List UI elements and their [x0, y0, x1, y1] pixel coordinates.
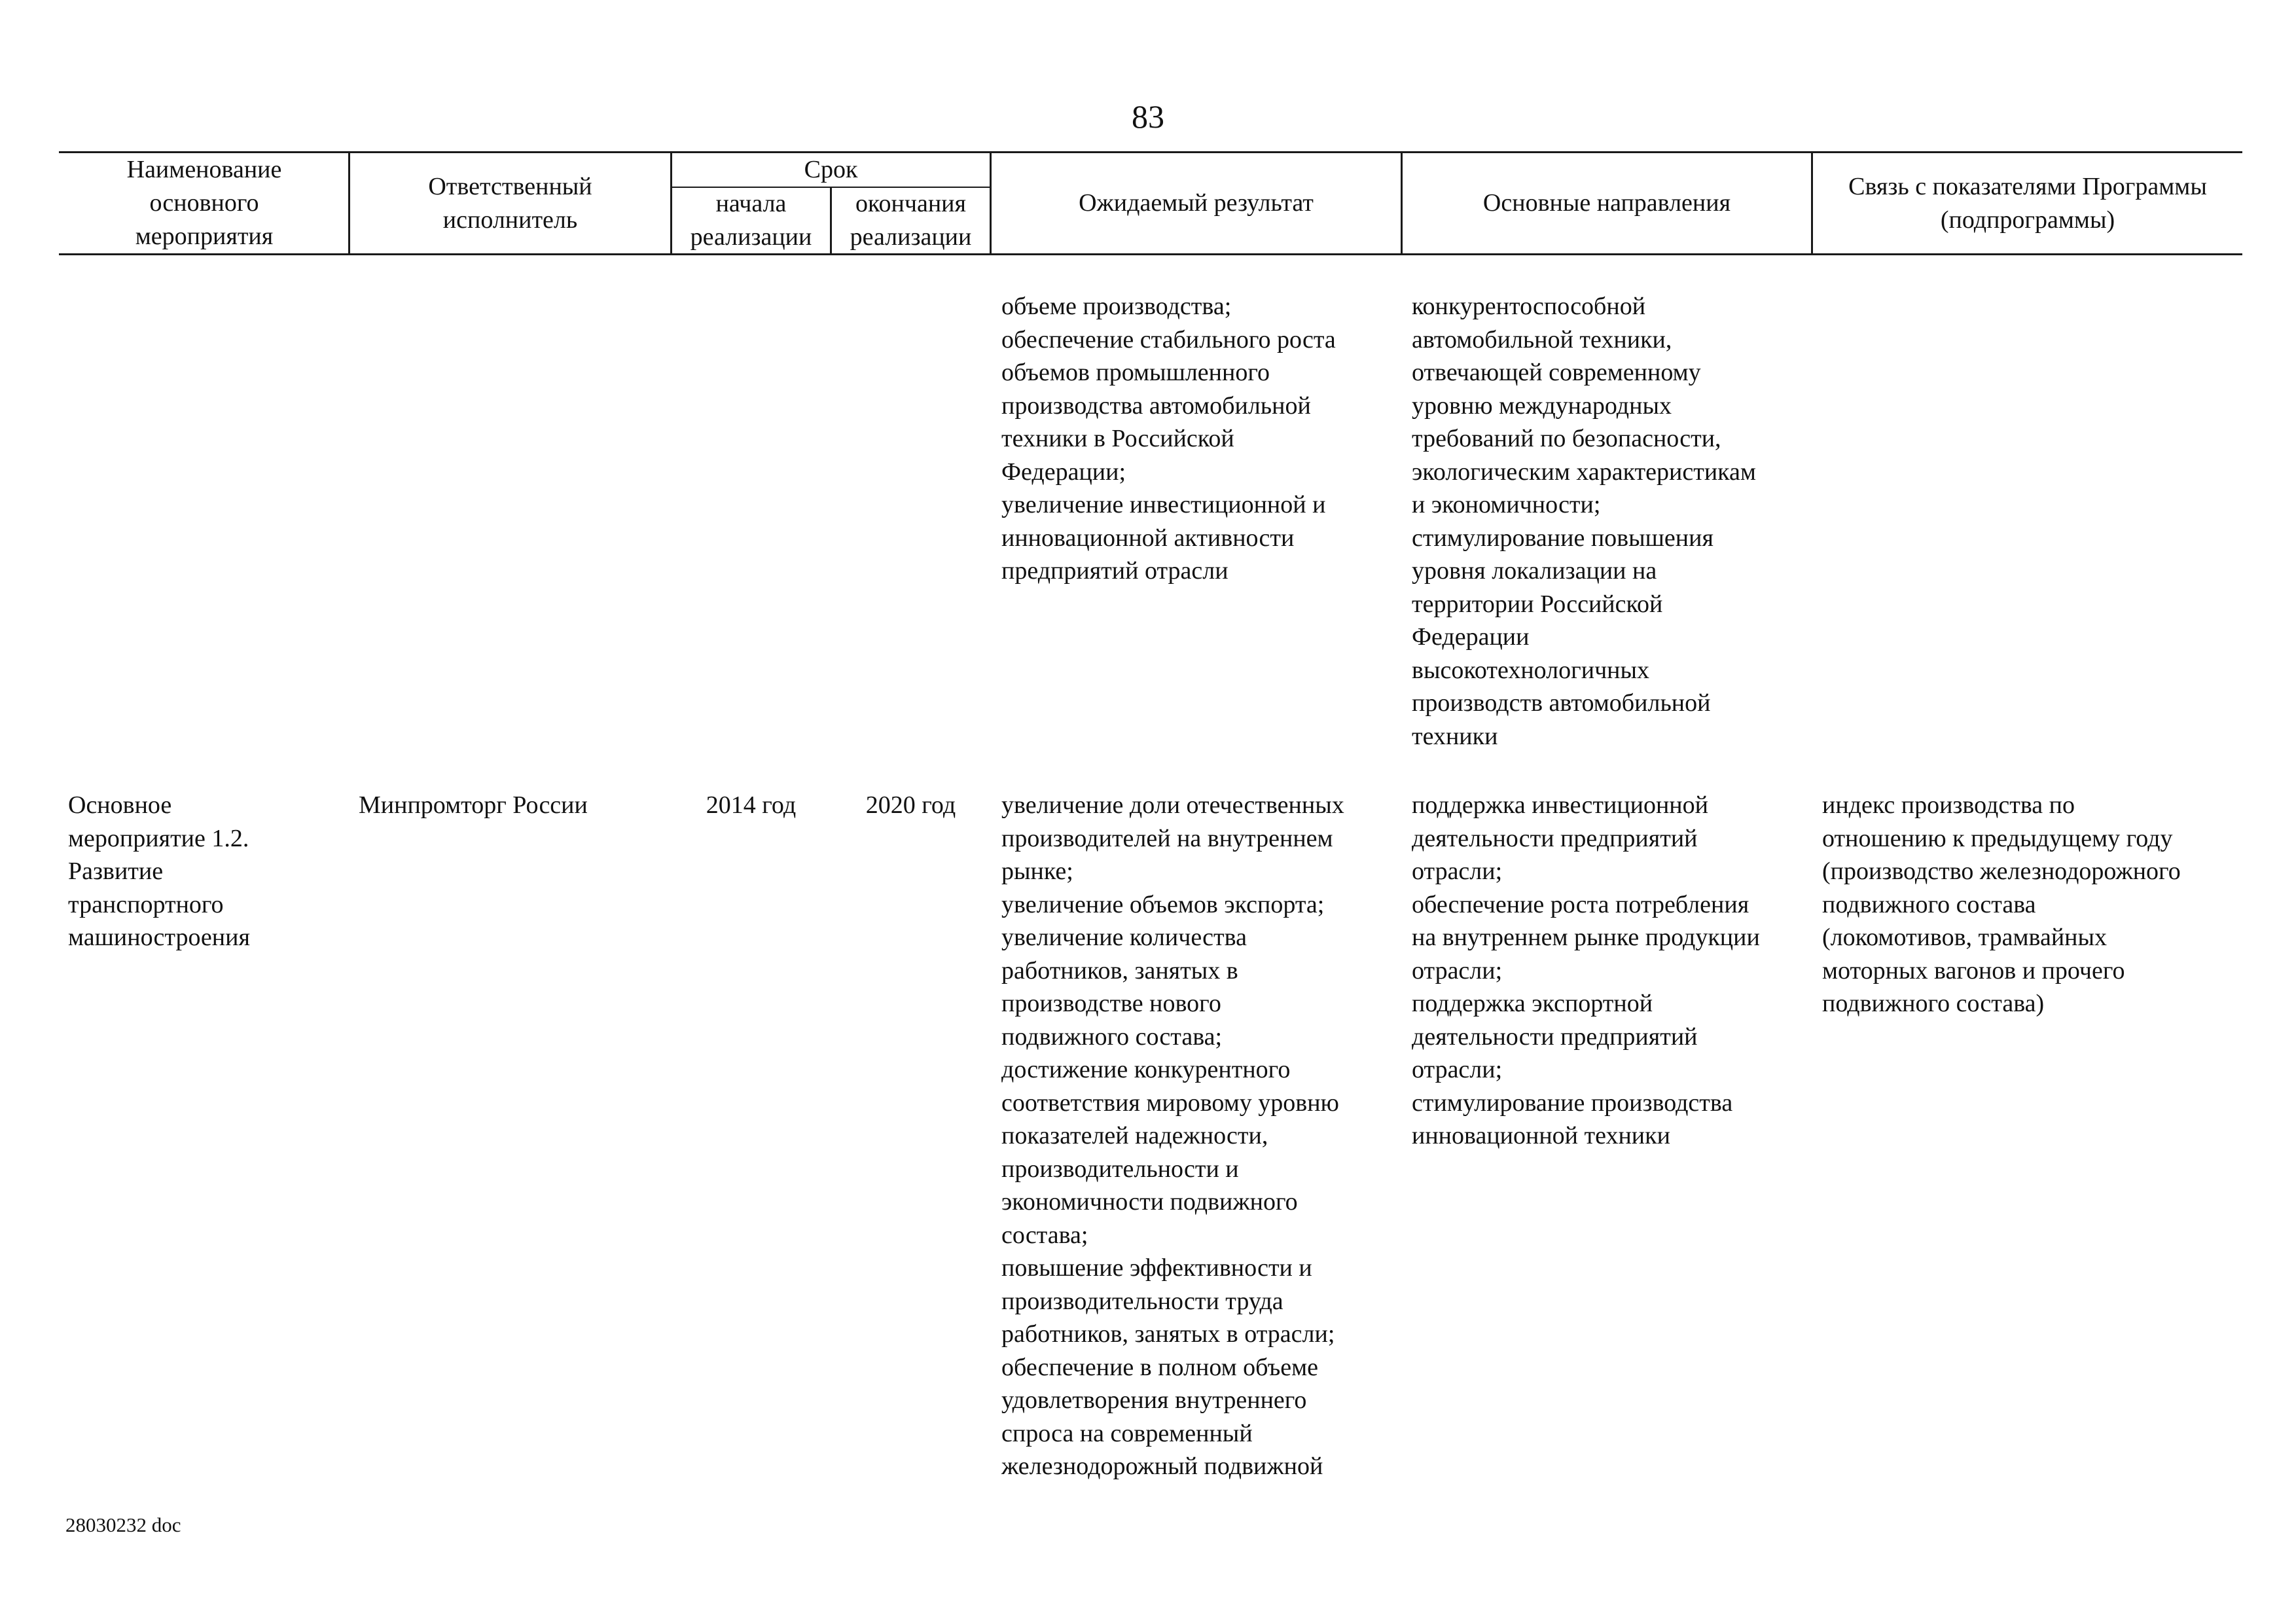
row2-end: 2020 год [865, 791, 956, 819]
header-term-text: Срок [804, 156, 858, 183]
row1-directions: конкурентоспособной автомобильной техники, отвечающей современному уровню международных требований по безопасности, экологическим характеристикам и экономичности; стимулирование повышения уровня локализации на территории Российской Федерации высокотехнологичных производств автомобильной техники [1412, 293, 1756, 750]
header-result-text: Ожидаемый результат [1079, 189, 1314, 217]
header-term-start-text: начала реализации [690, 190, 812, 251]
header-name [60, 153, 348, 253]
header-directions-text: Основные направления [1482, 189, 1731, 217]
header-directions [1403, 153, 1811, 253]
header-term-end [832, 188, 990, 253]
table-header-bottom-rule [59, 253, 2242, 255]
row1-result: объеме производства; обеспечение стабильного роста объемов промышленного производства автомобильной техники в Российской Федерации; увеличение инвестиционной и инновационной активности предприятий отрасли [1001, 293, 1336, 585]
row2-start: 2014 год [706, 791, 797, 819]
header-indicators-text: Связь с показателями Программы (подпрограммы) [1848, 172, 2207, 234]
row2-indicators: индекс производства по отношению к предыдущему году (производство железнодорожного подвижного состава (локомотивов, трамвайных моторных вагонов и прочего подвижного состава) [1822, 791, 2181, 1017]
header-name-text: Наименование основного мероприятия [126, 156, 282, 250]
row2-directions: поддержка инвестиционной деятельности предприятий отрасли; обеспечение роста потребления на внутреннем рынке продукции отрасли; поддержка экспортной деятельности предприятий отрасли; стимулирование производства инновационной техники [1412, 791, 1760, 1149]
page-number: 83 [1132, 98, 1164, 135]
header-term [672, 153, 990, 187]
row2-result: увеличение доли отечественных производителей на внутреннем рынке; увеличение объемов экспорта; увеличение количества работников, занятых в производстве нового подвижного состава; достижение конкурентного соответствия мировому уровню показателей надежности, производительности и экономичности подвижного состава; повышение эффективности и производительности труда работников, занятых в отрасли; обеспечение в полном объеме удовлетворения внутреннего спроса на современный железнодорожный подвижной [1001, 791, 1344, 1480]
header-result [992, 153, 1401, 253]
row2-executor: Минпромторг России [359, 791, 588, 819]
header-executor [350, 153, 670, 253]
header-term-end-text: окончания реализации [850, 190, 972, 251]
document-footer: 28030232 doc [65, 1513, 181, 1536]
header-executor-text: Ответственный исполнитель [428, 172, 592, 234]
header-term-start [672, 188, 830, 253]
header-indicators [1813, 153, 2242, 253]
row2-name: Основное мероприятие 1.2. Развитие транспортного машиностроения [68, 791, 250, 951]
